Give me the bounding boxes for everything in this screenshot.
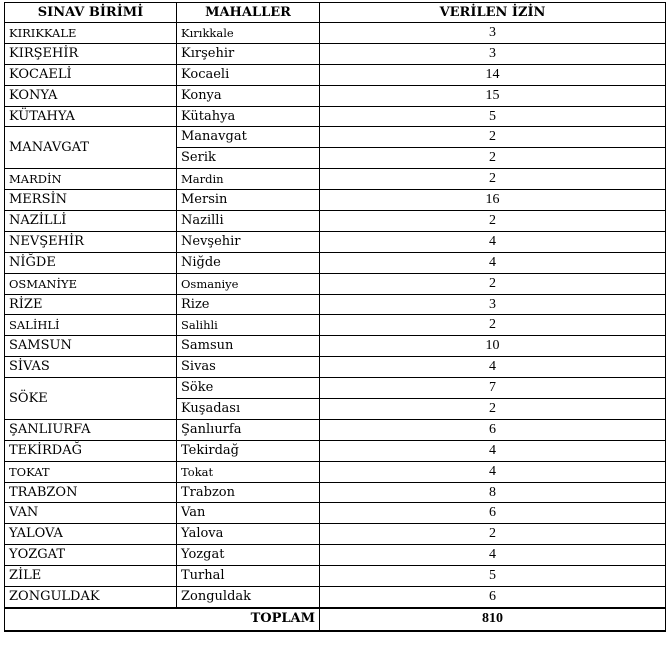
district-cell: Nevşehir bbox=[177, 231, 320, 252]
table-row bbox=[5, 587, 666, 608]
exam-unit-cell: SAMSUN bbox=[5, 336, 177, 357]
permit-count-cell: 2 bbox=[320, 524, 666, 545]
header-permits: VERİLEN İZİN bbox=[320, 3, 666, 23]
permit-count-cell: 3 bbox=[320, 294, 666, 315]
exam-unit-cell: ZİLE bbox=[5, 566, 177, 587]
permit-count-cell: 6 bbox=[320, 587, 666, 608]
district-cell: Şanlıurfa bbox=[177, 419, 320, 440]
total-value: 810 bbox=[320, 608, 666, 631]
permit-count-cell: 8 bbox=[320, 482, 666, 503]
exam-unit-cell: NİĞDE bbox=[5, 252, 177, 273]
header-districts: MAHALLER bbox=[177, 3, 320, 23]
table-row bbox=[5, 231, 666, 252]
exam-unit-cell: MARDİN bbox=[5, 169, 177, 190]
permit-count-cell: 4 bbox=[320, 545, 666, 566]
district-cell: Salihli bbox=[177, 315, 320, 336]
header-row bbox=[5, 3, 666, 23]
table-row bbox=[5, 85, 666, 106]
district-cell: Tekirdağ bbox=[177, 440, 320, 461]
permit-count-cell: 6 bbox=[320, 503, 666, 524]
district-cell: Trabzon bbox=[177, 482, 320, 503]
table-row bbox=[5, 440, 666, 461]
permit-count-cell: 3 bbox=[320, 43, 666, 64]
table-row bbox=[5, 357, 666, 378]
district-cell: Van bbox=[177, 503, 320, 524]
header-unit: SINAV BİRİMİ bbox=[5, 3, 177, 23]
exam-unit-cell: OSMANİYE bbox=[5, 273, 177, 294]
district-cell: Kırşehir bbox=[177, 43, 320, 64]
permit-count-cell: 5 bbox=[320, 566, 666, 587]
table-row bbox=[5, 43, 666, 64]
exam-unit-cell: YALOVA bbox=[5, 524, 177, 545]
permit-count-cell: 4 bbox=[320, 252, 666, 273]
permit-count-cell: 15 bbox=[320, 85, 666, 106]
district-cell: Osmaniye bbox=[177, 273, 320, 294]
district-cell: Kuşadası bbox=[177, 399, 320, 420]
table-row bbox=[5, 190, 666, 211]
permit-count-cell: 10 bbox=[320, 336, 666, 357]
permit-count-cell: 16 bbox=[320, 190, 666, 211]
permit-count-cell: 6 bbox=[320, 419, 666, 440]
exam-unit-cell: YOZGAT bbox=[5, 545, 177, 566]
table-row bbox=[5, 211, 666, 232]
district-cell: Kırıkkale bbox=[177, 23, 320, 44]
permit-count-cell: 3 bbox=[320, 23, 666, 44]
permit-count-cell: 2 bbox=[320, 148, 666, 169]
exam-unit-cell: MANAVGAT bbox=[5, 127, 177, 169]
district-cell: Manavgat bbox=[177, 127, 320, 148]
district-cell: Zonguldak bbox=[177, 587, 320, 608]
district-cell: Mersin bbox=[177, 190, 320, 211]
exam-unit-cell: RİZE bbox=[5, 294, 177, 315]
table-row bbox=[5, 64, 666, 85]
permit-count-cell: 2 bbox=[320, 273, 666, 294]
permit-count-cell: 2 bbox=[320, 315, 666, 336]
table-row bbox=[5, 461, 666, 482]
exam-unit-cell: ŞANLIURFA bbox=[5, 419, 177, 440]
exam-unit-cell: SÖKE bbox=[5, 378, 177, 420]
district-cell: Rize bbox=[177, 294, 320, 315]
exam-unit-cell: KOCAELİ bbox=[5, 64, 177, 85]
permit-count-cell: 4 bbox=[320, 357, 666, 378]
permit-count-cell: 2 bbox=[320, 169, 666, 190]
exam-unit-cell: SALİHLİ bbox=[5, 315, 177, 336]
table-row bbox=[5, 23, 666, 44]
permit-count-cell: 14 bbox=[320, 64, 666, 85]
table-row bbox=[5, 127, 666, 148]
exam-unit-cell: VAN bbox=[5, 503, 177, 524]
district-cell: Niğde bbox=[177, 252, 320, 273]
district-cell: Söke bbox=[177, 378, 320, 399]
table-row bbox=[5, 566, 666, 587]
permit-count-cell: 4 bbox=[320, 440, 666, 461]
table-body bbox=[5, 23, 666, 608]
table-row bbox=[5, 315, 666, 336]
exam-unit-cell: TEKİRDAĞ bbox=[5, 440, 177, 461]
permits-table bbox=[4, 2, 666, 632]
exam-unit-cell: KÜTAHYA bbox=[5, 106, 177, 127]
table-row bbox=[5, 106, 666, 127]
table-row bbox=[5, 336, 666, 357]
district-cell: Samsun bbox=[177, 336, 320, 357]
exam-unit-cell: MERSİN bbox=[5, 190, 177, 211]
exam-unit-cell: KONYA bbox=[5, 85, 177, 106]
table-row bbox=[5, 482, 666, 503]
table-row bbox=[5, 378, 666, 399]
district-cell: Turhal bbox=[177, 566, 320, 587]
table-row bbox=[5, 169, 666, 190]
exam-unit-cell: NAZİLLİ bbox=[5, 211, 177, 232]
table-row bbox=[5, 503, 666, 524]
exam-unit-cell: KIRŞEHİR bbox=[5, 43, 177, 64]
exam-unit-cell: KIRIKKALE bbox=[5, 23, 177, 44]
table-row bbox=[5, 545, 666, 566]
district-cell: Sivas bbox=[177, 357, 320, 378]
exam-unit-cell: ZONGULDAK bbox=[5, 587, 177, 608]
table-row bbox=[5, 273, 666, 294]
district-cell: Konya bbox=[177, 85, 320, 106]
table-row bbox=[5, 294, 666, 315]
total-blank-cell bbox=[5, 608, 177, 631]
district-cell: Serik bbox=[177, 148, 320, 169]
district-cell: Kocaeli bbox=[177, 64, 320, 85]
permit-count-cell: 2 bbox=[320, 211, 666, 232]
district-cell: Yalova bbox=[177, 524, 320, 545]
district-cell: Tokat bbox=[177, 461, 320, 482]
total-row bbox=[5, 608, 666, 631]
exam-unit-cell: NEVŞEHİR bbox=[5, 231, 177, 252]
table-row bbox=[5, 524, 666, 545]
table-row bbox=[5, 419, 666, 440]
permit-count-cell: 4 bbox=[320, 461, 666, 482]
permit-count-cell: 4 bbox=[320, 231, 666, 252]
exam-unit-cell: SİVAS bbox=[5, 357, 177, 378]
total-label: TOPLAM bbox=[177, 608, 320, 631]
district-cell: Nazilli bbox=[177, 211, 320, 232]
permit-count-cell: 2 bbox=[320, 127, 666, 148]
district-cell: Mardin bbox=[177, 169, 320, 190]
exam-unit-cell: TRABZON bbox=[5, 482, 177, 503]
district-cell: Yozgat bbox=[177, 545, 320, 566]
table-row bbox=[5, 252, 666, 273]
permit-count-cell: 7 bbox=[320, 378, 666, 399]
district-cell: Kütahya bbox=[177, 106, 320, 127]
permit-count-cell: 5 bbox=[320, 106, 666, 127]
exam-unit-cell: TOKAT bbox=[5, 461, 177, 482]
permit-count-cell: 2 bbox=[320, 399, 666, 420]
